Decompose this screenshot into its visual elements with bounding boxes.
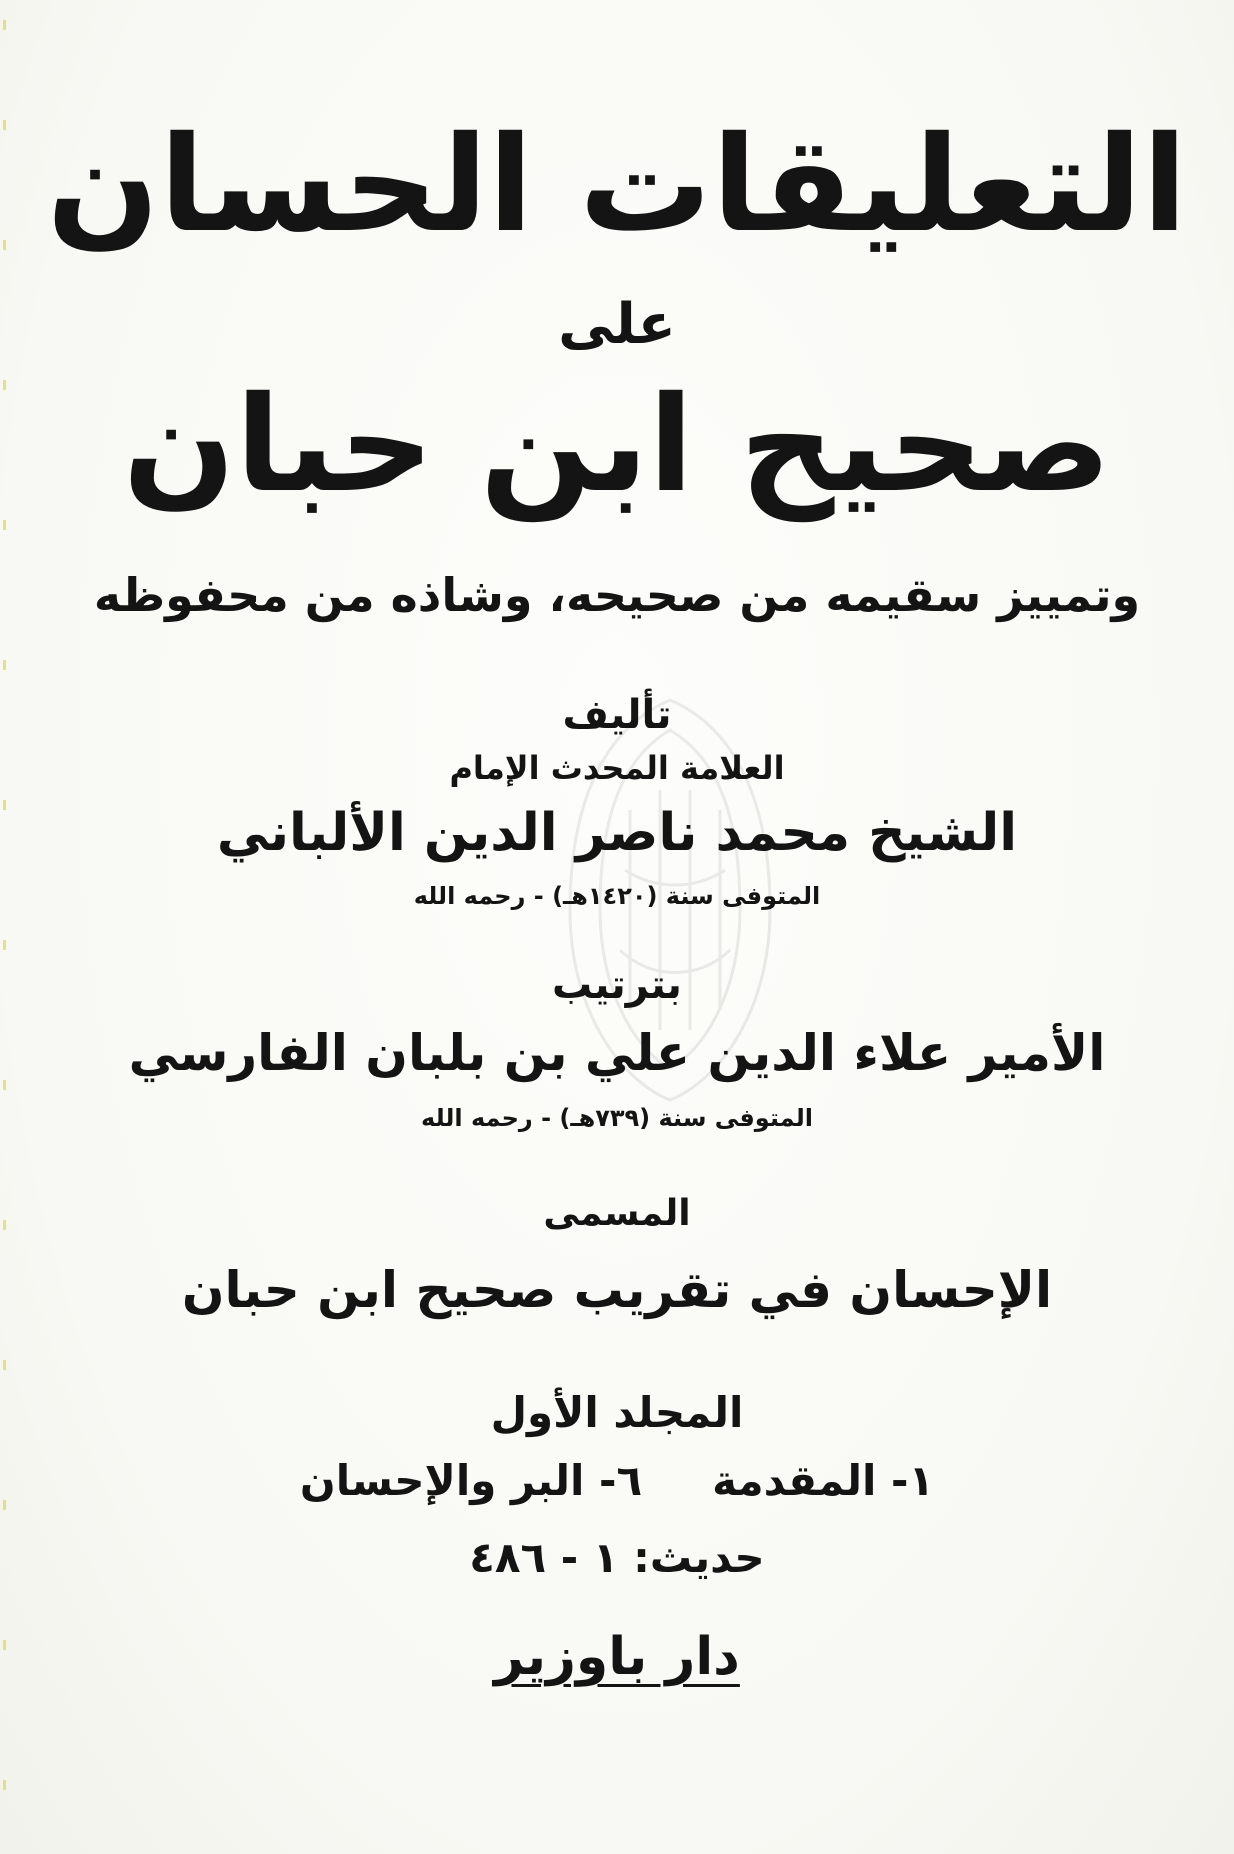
- named-title: الإحسان في تقريب صحيح ابن حبان: [181, 1261, 1053, 1319]
- volume-content-item: ٦- البر والإحسان: [299, 1456, 643, 1505]
- book-subtitle: وتمييز سقيمه من صحيحه، وشاذه من محفوظه: [93, 568, 1141, 622]
- author-name: الشيخ محمد ناصر الدين الألباني: [216, 803, 1018, 863]
- arranger-name: الأمير علاء الدين علي بن بلبان الفارسي: [128, 1024, 1106, 1082]
- arranger-death-date: المتوفى سنة (٧٣٩هـ) - رحمه الله: [421, 1104, 813, 1132]
- arranger-label: بترتيب: [552, 962, 682, 1008]
- hadith-range: حديث: ١ - ٤٨٦: [469, 1533, 765, 1582]
- book-title-main: التعليقات الحسان: [46, 108, 1188, 262]
- volume-contents: [0, 1453, 1234, 1509]
- publisher-name: دار باوزير: [494, 1627, 740, 1687]
- book-title-source: صحيح ابن حبان: [122, 368, 1112, 522]
- book-title-connector: على: [558, 292, 676, 357]
- volume-content-item: ١- المقدمة: [712, 1456, 935, 1505]
- author-epithet: العلامة المحدث الإمام: [449, 749, 785, 787]
- named-label: المسمى: [543, 1193, 691, 1234]
- volume-label: المجلد الأول: [490, 1388, 744, 1437]
- author-death-date: المتوفى سنة (١٤٢٠هـ) - رحمه الله: [413, 882, 821, 910]
- author-label: تأليف: [562, 692, 672, 738]
